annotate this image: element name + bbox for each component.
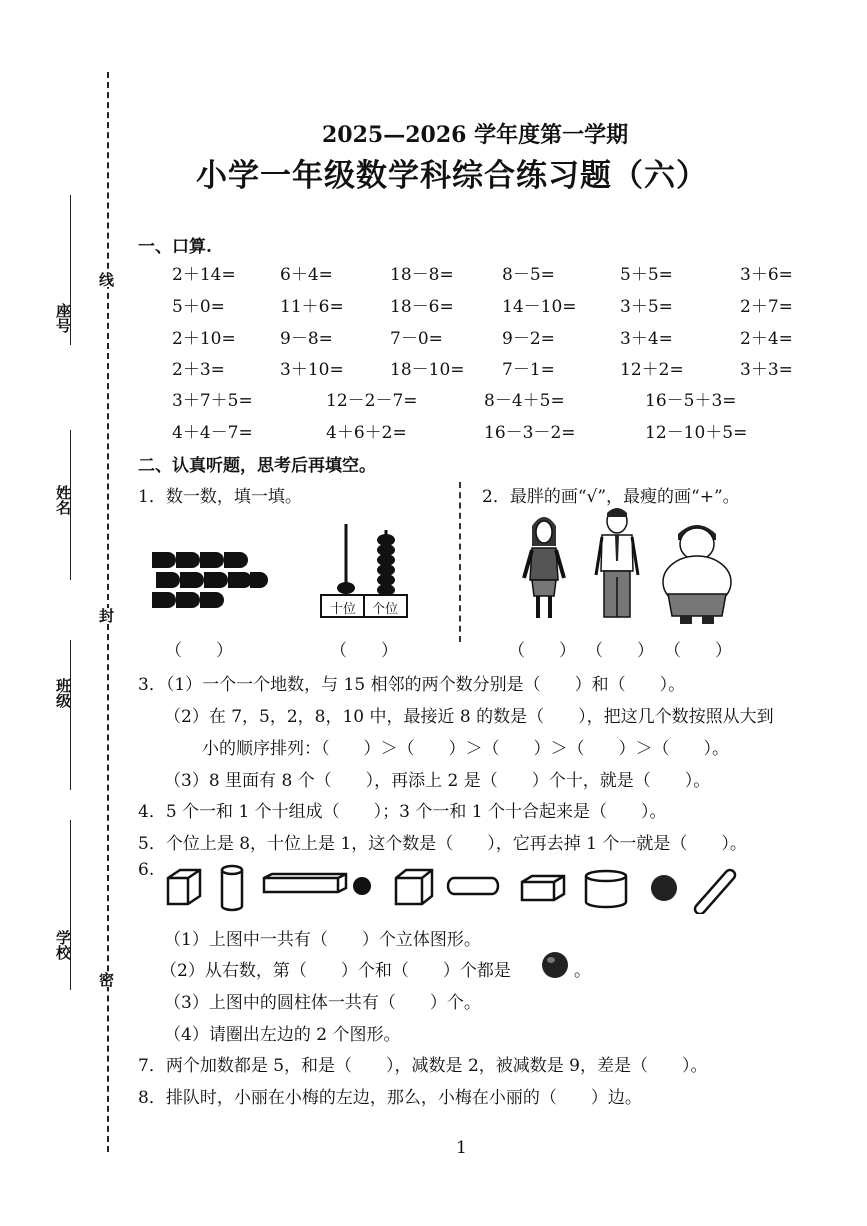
name-label: 姓名 [54,485,72,515]
math-item: 9－8= [280,329,333,349]
math-item: 18－8= [390,265,454,285]
fat-person-picture [656,520,738,626]
mark-line: 线 [97,272,115,287]
math-item: 2＋10= [172,329,236,349]
q6-part2-end: 。 [574,961,591,981]
counting-blocks-picture [148,548,270,612]
q6-part4: （4）请圈出左边的 2 个图形。 [164,1025,401,1045]
q8-text: 8．排队时，小丽在小梅的左边，那么，小梅在小丽的（ ）边。 [138,1088,642,1108]
q6-part1: （1）上图中一共有（ ）个立体图形。 [164,930,481,950]
section1-heading: 一、口算. [138,237,212,257]
q1-label: 1．数一数，填一填。 [138,487,302,507]
q3-part2-continued: 小的顺序排列：（ ）＞（ ）＞（ ）＞（ ）＞（ ）。 [202,739,729,759]
math-item: 7－1= [502,360,555,380]
answer-blank-person-2[interactable]: （ ） [586,641,654,661]
seat-label: 座号 [54,303,72,333]
q7-text: 7．两个加数都是 5，和是（ ），减数是 2，被减数是 9，差是（ ）。 [138,1056,708,1076]
math-item: 3＋7＋5= [172,391,253,411]
thin-person-picture [518,512,570,624]
math-item: 3＋6= [740,265,793,285]
school-label: 学校 [54,930,72,960]
math-item: 12－2－7= [326,391,418,411]
math-item: 4＋4－7= [172,423,253,443]
math-item: 3＋3= [740,360,793,380]
q2-label: 2．最胖的画“√”，最瘦的画“+”。 [482,487,740,507]
math-item: 3＋10= [280,360,344,380]
math-item: 12＋2= [620,360,684,380]
medium-person-picture [592,505,642,623]
math-item: 2＋3= [172,360,225,380]
q5-text: 5．个位上是 8，十位上是 1，这个数是（ ），它再去掉 1 个一就是（ ）。 [138,834,747,854]
math-item: 5＋0= [172,297,225,317]
class-label: 班级 [54,678,72,708]
math-item: 7－0= [390,329,443,349]
abacus-tens-label: 十位 [330,602,357,617]
q4-text: 4．5 个一和 1 个十组成（ ）；3 个一和 1 个十合起来是（ ）。 [138,802,667,822]
math-item: 16－5＋3= [645,391,737,411]
math-item: 9－2= [502,329,555,349]
math-item: 18－6= [390,297,454,317]
section2-heading: 二、认真听题，思考后再填空。 [138,456,376,476]
mark-secret: 密 [97,972,115,987]
seat-field-line [70,820,71,990]
math-item: 12－10＋5= [645,423,748,443]
q6-part3: （3）上图中的圆柱体一共有（ ）个。 [164,993,481,1013]
term-title: 2025—2026 学年度第一学期 [322,122,629,148]
math-item: 18－10= [390,360,465,380]
math-item: 2＋7= [740,297,793,317]
q6-label: 6. [138,860,155,880]
math-item: 2＋14= [172,265,236,285]
math-item: 5＋5= [620,265,673,285]
page-title: 小学一年级数学科综合练习题（六） [196,158,708,194]
math-item: 8－5= [502,265,555,285]
math-item: 14－10= [502,297,577,317]
math-item: 2＋4= [740,329,793,349]
math-item: 3＋5= [620,297,673,317]
page-number: 1 [456,1138,467,1158]
q3-part2: （2）在 7，5，2，8，10 中，最接近 8 的数是（ ），把这几个数按照从大到 [164,707,774,727]
answer-blank-person-3[interactable]: （ ） [664,641,732,661]
solid-shapes-row [160,862,740,914]
math-item: 8－4＋5= [484,391,565,411]
q3-part3: （3）8 里面有 8 个（ ），再添上 2 是（ ）个十，就是（ ）。 [164,771,711,791]
abacus-ones-label: 个位 [372,602,399,617]
mark-seal: 封 [97,608,115,623]
math-item: 3＋4= [620,329,673,349]
class-field-line [70,640,71,790]
math-item: 4＋6＋2= [326,423,407,443]
answer-blank-blocks[interactable]: （ ） [165,641,233,661]
column-divider [459,482,461,642]
answer-blank-person-1[interactable]: （ ） [508,641,576,661]
sphere-icon [540,950,570,980]
math-item: 6＋4= [280,265,333,285]
math-item: 11＋6= [280,297,344,317]
q6-part2: （2）从右数，第（ ）个和（ ）个都是 [160,961,511,981]
q3-part1: 3．（1）一个一个地数，与 15 相邻的两个数分别是（ ）和（ ）。 [138,675,686,695]
answer-blank-abacus[interactable]: （ ） [330,641,398,661]
math-item: 16－3－2= [484,423,576,443]
